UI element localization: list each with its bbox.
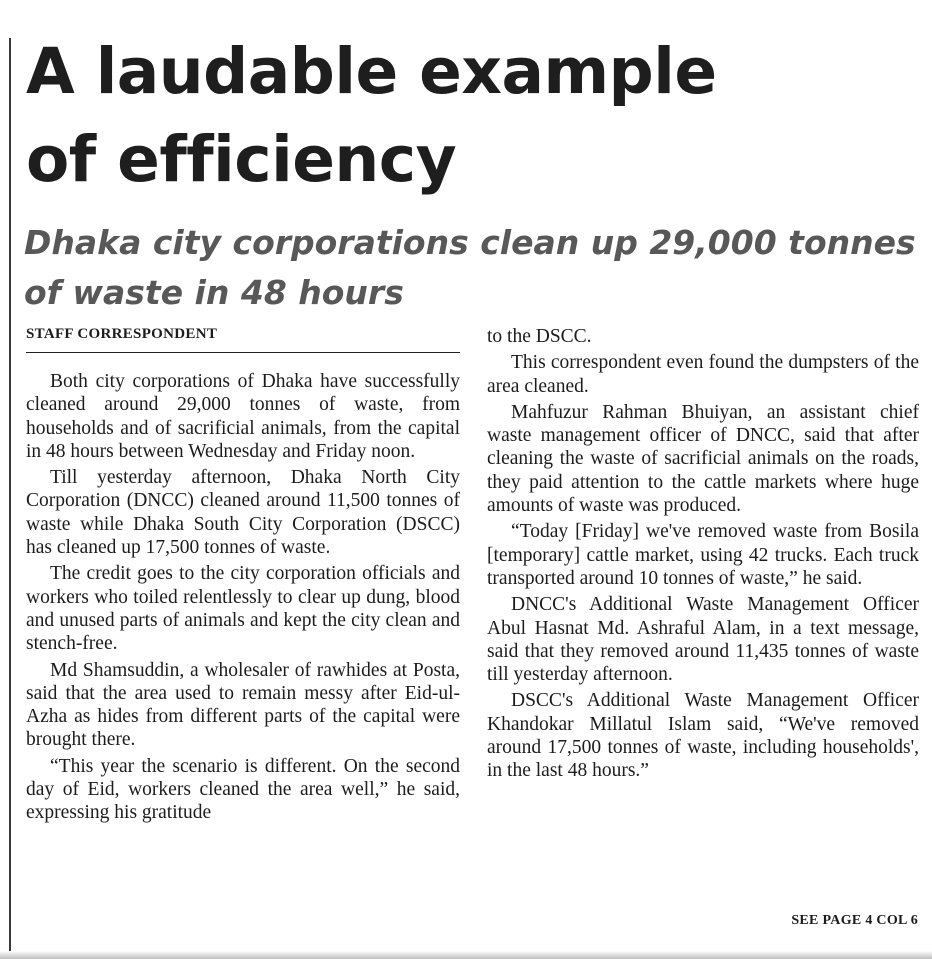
subheadline-line-1: Dhaka city corporations clean up 29,000 tonnes [24, 223, 916, 262]
subheadline-line-2: of waste in 48 hours [24, 273, 404, 312]
paragraph: DSCC's Additional Waste Management Officer Khandokar Millatul Islam said, “We've removed around 17,500 tonnes of waste, including households', in the last 48 hours.” [487, 690, 919, 782]
headline [26, 28, 906, 204]
paragraph: Till yesterday afternoon, Dhaka North City Corporation (DNCC) cleaned around 11,500 tonnes of waste while Dhaka South City Corporation (DSCC) has cleaned up 17,500 tonnes of waste. [26, 467, 460, 559]
article-column-1 [26, 370, 460, 828]
byline: STAFF CORRESPONDENT [26, 326, 218, 342]
paragraph: “This year the scenario is different. On the second day of Eid, workers cleaned the area well,” he said, expressing his gratitude [26, 755, 460, 824]
paragraph: “Today [Friday] we've removed waste from Bosila [temporary] cattle market, using 42 trucks. Each truck transported around 10 tonnes of waste,” he said. [487, 521, 919, 589]
subheadline [24, 218, 924, 318]
paragraph-continuation: to the DSCC. [487, 326, 592, 347]
headline-line-2: of efficiency [26, 123, 457, 196]
paragraph: Mahfuzur Rahman Bhuiyan, an assistant chief waste management officer of DNCC, said that after cleaning the waste of sacrificial animals on the roads, they paid attention to the cattle markets where huge amounts of waste was produced. [487, 401, 919, 517]
continued-on-note: SEE PAGE 4 COL 6 [791, 913, 918, 928]
paragraph: DNCC's Additional Waste Management Officer Abul Hasnat Md. Ashraful Alam, in a text message, said that they removed around 11,435 tonnes of waste till yesterday afternoon. [487, 594, 919, 686]
page-edge-shadow [0, 951, 932, 959]
paragraph: Both city corporations of Dhaka have successfully cleaned around 29,000 tonnes of waste, from households and of sacrificial animals, from the capital in 48 hours between Wednesday and Friday noon. [26, 371, 460, 462]
headline-line-1: A laudable example [26, 35, 717, 108]
paragraph: The credit goes to the city corporation officials and workers who toiled relentlessly to clear up dung, blood and unused parts of animals and kept the city clean and stench-free. [26, 563, 460, 655]
byline-divider [26, 352, 460, 353]
paragraph: Md Shamsuddin, a wholesaler of rawhides at Posta, said that the area used to remain messy after Eid-ul-Azha as hides from different parts of the capital were brought there. [26, 659, 460, 751]
paragraph: This correspondent even found the dumpsters of the area cleaned. [487, 352, 919, 397]
column-rule [9, 38, 11, 953]
article-column-2 [487, 325, 919, 786]
